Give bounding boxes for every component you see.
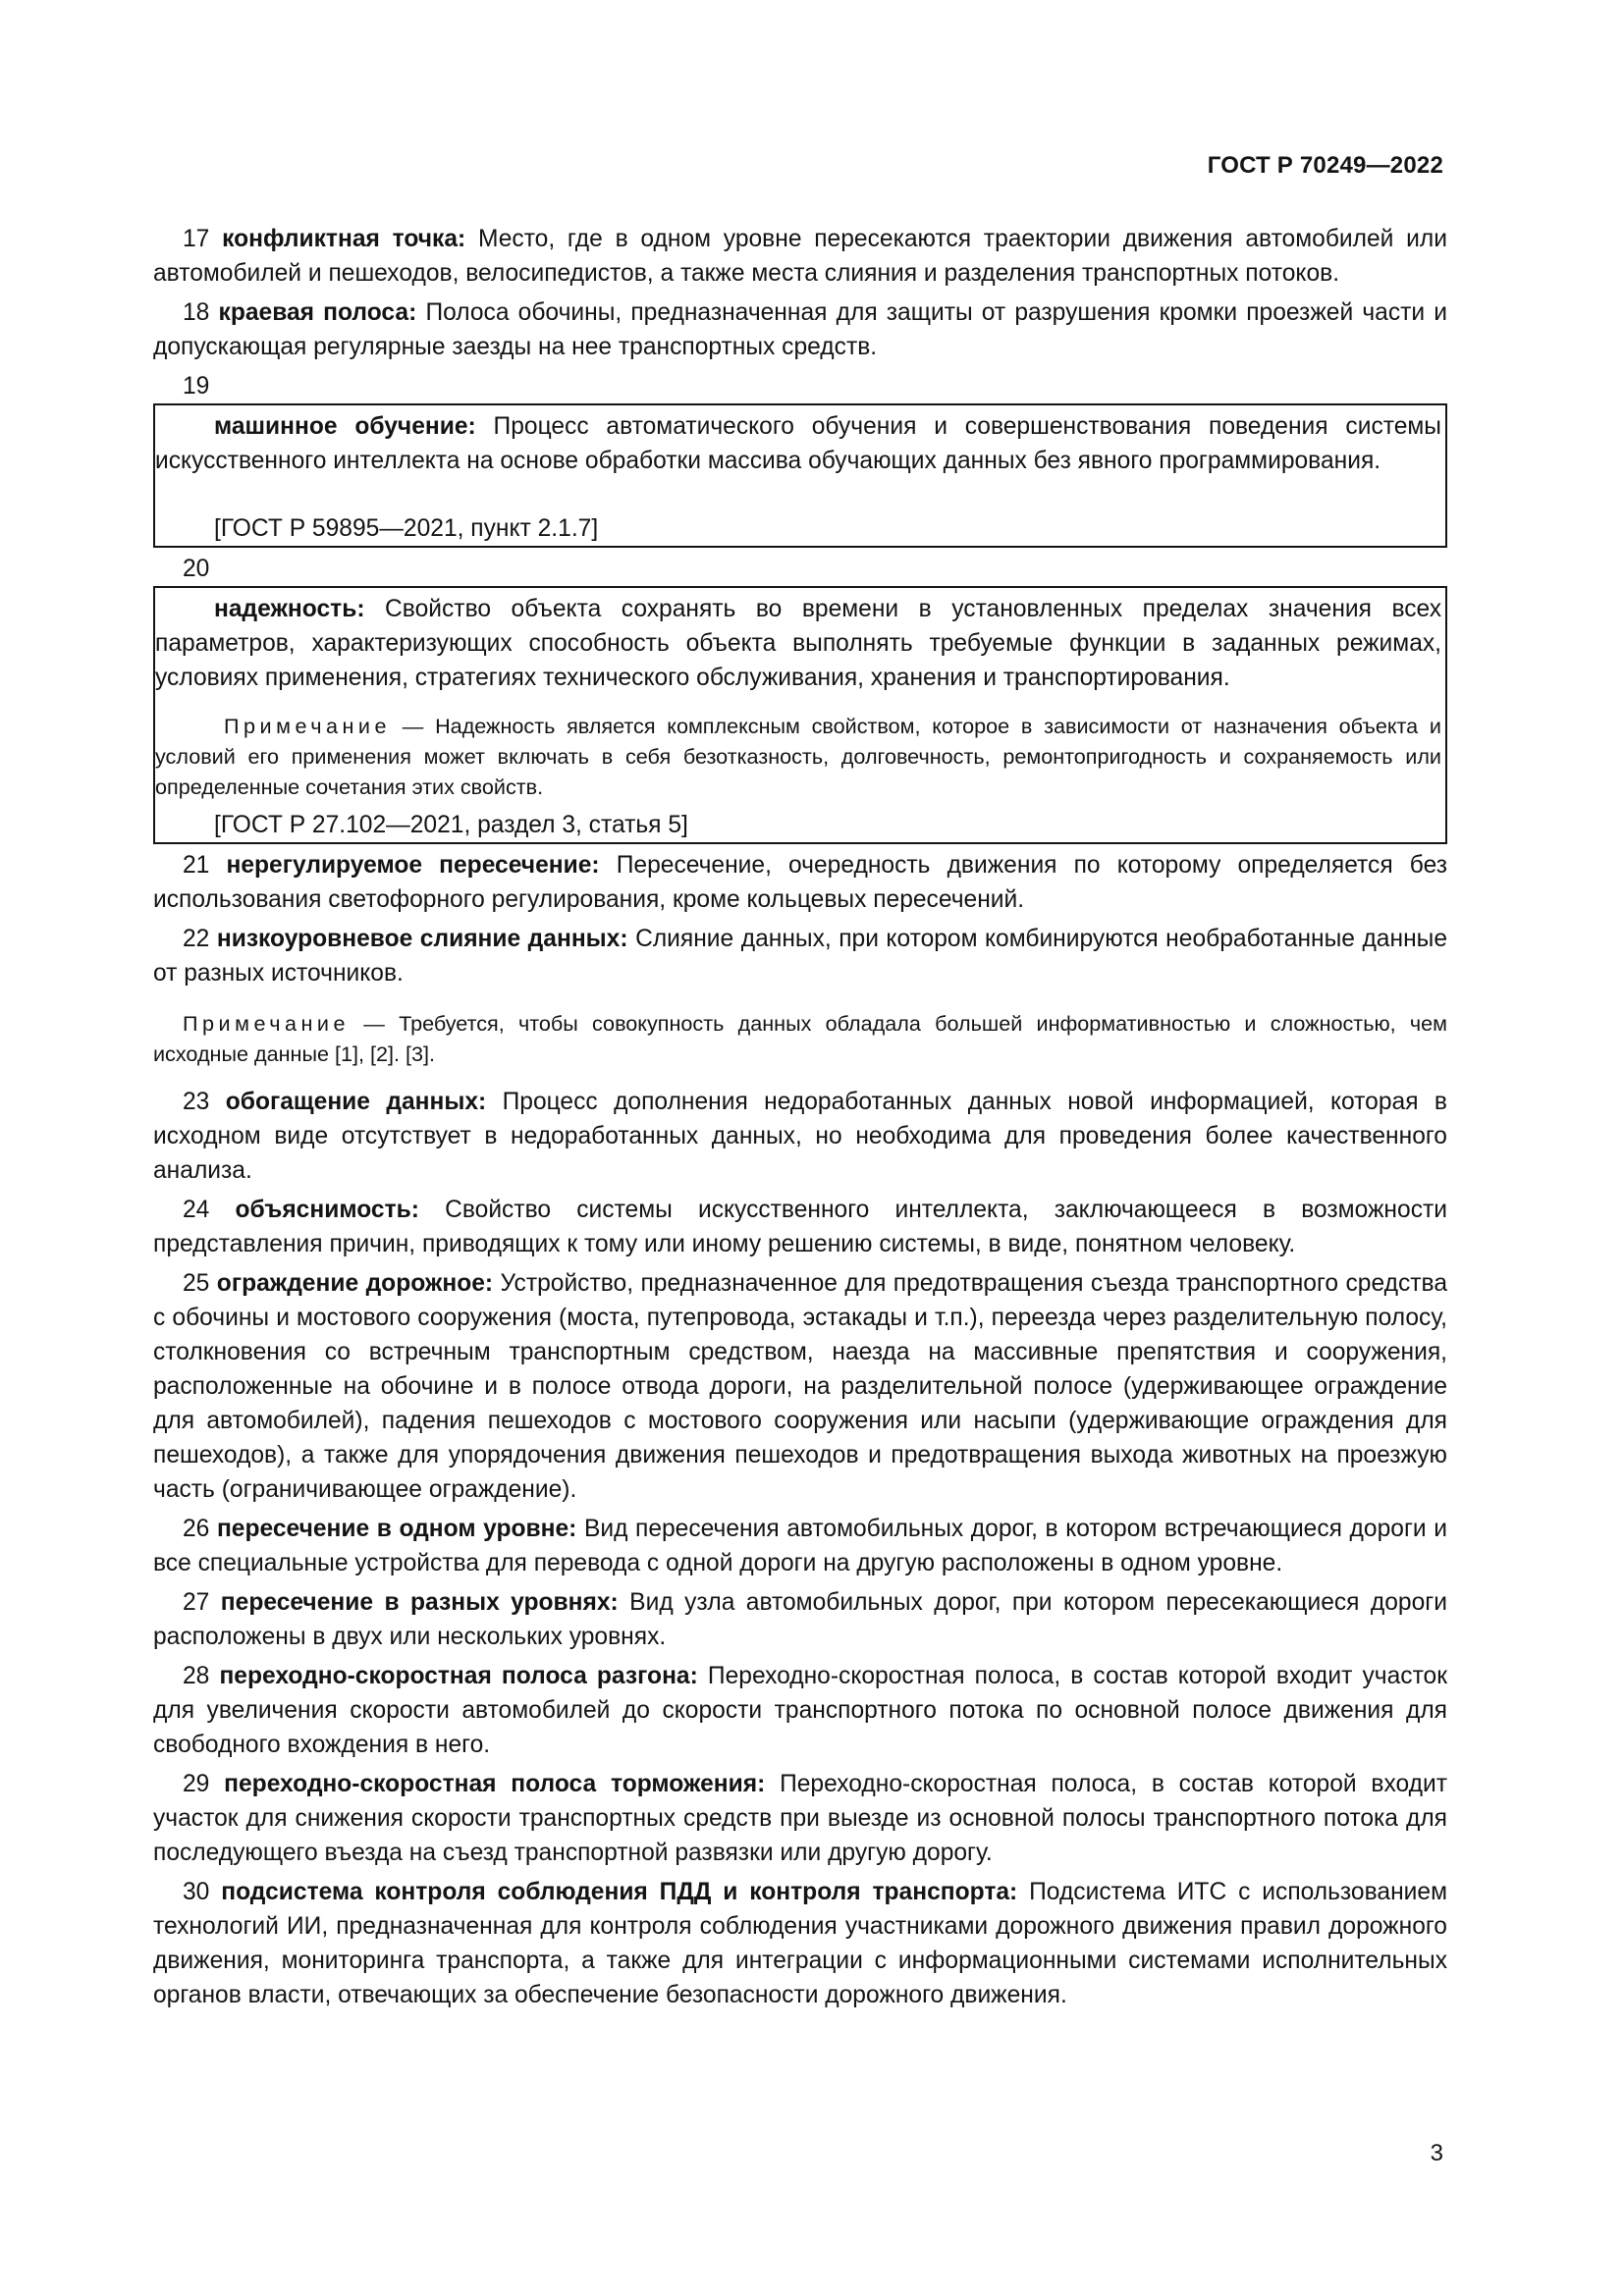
term-definition: Пересечение, очередность движения по которому определяется без использования светофорного регулирования, кроме кольцевых пересечений. — [153, 852, 1447, 913]
term-definition: Вид пересечения автомобильных дорог, в котором встречающиеся дороги и все специальные устройства для перевода с одной дороги на другую расположены в одном уровне. — [153, 1516, 1447, 1576]
term-number: 29 — [183, 1771, 210, 1797]
document-body — [153, 222, 1447, 2017]
term-entry-28 — [153, 1659, 1447, 1762]
note-label: Примечание — [183, 1011, 350, 1036]
term-number: 28 — [183, 1663, 210, 1689]
boxed-definition-text — [155, 409, 1445, 478]
page-number: 3 — [1430, 2140, 1443, 2166]
term-definition: Переходно-скоростная полоса, в состав которой входит участок для увеличения скорости автомобилей до скорости транспортного потока по основной полосе движения для свободного вхождения в него. — [153, 1663, 1447, 1758]
term-number: 17 — [183, 226, 210, 252]
term-entry-18 — [153, 295, 1447, 364]
boxed-definition-text — [155, 592, 1445, 695]
term-definition: Подсистема ИТС с использованием технологий ИИ, предназначенная для контроля соблюдения участниками дорожного движения правил дорожного движения, мониторинга транспорта, а также для интеграции с информационными системами исполнительных органов власти, отвечающих за обеспечение безопасности дорожного движения. — [153, 1879, 1447, 2008]
term-definition: Вид узла автомобильных дорог, при котором пересекающиеся дороги расположены в двух или нескольких уровнях. — [153, 1589, 1447, 1650]
boxed-definition-20 — [153, 586, 1447, 844]
term-title: пересечение в одном уровне: — [216, 1516, 577, 1542]
term-number: 30 — [183, 1879, 210, 1905]
definition-source: [ГОСТ Р 27.102—2021, раздел 3, статья 5] — [214, 812, 688, 838]
term-number: 27 — [183, 1589, 210, 1616]
term-definition: Процесс автоматического обучения и совершенствования поведения системы искусственного интеллекта на основе обработки массива обучающих данных без явного программирования. — [155, 413, 1441, 474]
term-number: 18 — [183, 299, 210, 326]
term-number: 21 — [183, 852, 210, 879]
term-entry-21 — [153, 848, 1447, 917]
term-definition: Полоса обочины, предназначенная для защиты от разрушения кромки проезжей части и допускающая регулярные заезды на нее транспортных средств. — [153, 299, 1447, 360]
term-title: объяснимость: — [235, 1197, 419, 1223]
term-number: 25 — [183, 1270, 210, 1297]
term-definition: Устройство, предназначенное для предотвращения съезда транспортного средства с обочины и мостового сооружения (моста, путепровода, эстакады и т.п.), переезда через разделительную полосу, столкновения со встречным транспортным средством, наезда на массивные препятствия и сооружения, расположенные на обочине и в полосе отвода дороги, на разделительной полосе (удерживающее ограждение для автомобилей), падения пешеходов с мостового сооружения или насыпи (удерживающие ограждения для пешеходов), а также для упорядочения движения пешеходов и предотвращения выхода животных на проезжую часть (ограничивающее ограждение). — [153, 1270, 1447, 1503]
term-entry-22 — [153, 922, 1447, 990]
term-number: 23 — [183, 1089, 210, 1115]
term-title: переходно-скоростная полоса разгона: — [219, 1663, 698, 1689]
term-definition: Свойство объекта сохранять во времени в установленных пределах значения всех параметров, характеризующих способность объекта выполнять требуемые функции в заданных режимах, условиях применения, стратегиях технического обслуживания, хранения и транспортирования. — [155, 596, 1441, 691]
term-title: подсистема контроля соблюдения ПДД и контроля транспорта: — [221, 1879, 1018, 1905]
term-definition: Процесс дополнения недоработанных данных новой информацией, которая в исходном виде отсутствует в недоработанных данных, но необходима для проведения более качественного анализа. — [153, 1089, 1447, 1184]
term-number: 26 — [183, 1516, 210, 1542]
term-definition: Слияние данных, при котором комбинируются необработанные данные от разных источников. — [153, 926, 1448, 987]
document-header-id: ГОСТ Р 70249—2022 — [1207, 152, 1443, 179]
term-title: нерегулируемое пересечение: — [226, 852, 600, 879]
term-entry-25 — [153, 1266, 1447, 1507]
term-number: 24 — [183, 1197, 210, 1223]
term-entry-30 — [153, 1875, 1447, 2012]
term-definition: Свойство системы искусственного интеллекта, заключающееся в возможности представления причин, приводящих к тому или иному решению системы, в виде, понятном человеку. — [153, 1197, 1447, 1257]
term-title: машинное обучение: — [214, 413, 476, 440]
term-entry-24 — [153, 1193, 1447, 1261]
term-title: пересечение в разных уровнях: — [220, 1589, 619, 1616]
note-text: — Требуется, чтобы совокупность данных обладала большей информативностью и сложностью, чем исходные данные [1], [2]. [3]. — [153, 1011, 1447, 1066]
term-entry-17 — [153, 222, 1447, 291]
term-title: надежность: — [214, 596, 365, 622]
term-title: обогащение данных: — [225, 1089, 487, 1115]
term-entry-23 — [153, 1085, 1447, 1188]
boxed-definition-19 — [153, 403, 1447, 548]
term-entry-26 — [153, 1512, 1447, 1580]
term-entry-29 — [153, 1767, 1447, 1870]
term-title: ограждение дорожное: — [216, 1270, 494, 1297]
term-definition: Переходно-скоростная полоса, в состав которой входит участок для снижения скорости транспортных средств при выезде из основной полосы транспортного потока для последующего въезда на съезд транспортной развязки или другую дорогу. — [153, 1771, 1448, 1866]
term-title: переходно-скоростная полоса торможения: — [224, 1771, 766, 1797]
term-number-19: 19 — [183, 373, 210, 400]
note-text: — Надежность является комплексным свойством, которое в зависимости от назначения объекта и условий его применения может включать в себя безотказность, долговечность, ремонтопригодность и сохраняемость или определенные сочетания этих свойств. — [155, 714, 1441, 799]
note-label: Примечание — [224, 714, 391, 738]
definition-source: [ГОСТ Р 59895—2021, пункт 2.1.7] — [214, 515, 599, 542]
term-number-20: 20 — [183, 556, 210, 582]
term-definition: Место, где в одном уровне пересекаются траектории движения автомобилей или автомобилей и пешеходов, велосипедистов, а также места слияния и разделения транспортных потоков. — [153, 226, 1447, 287]
term-number: 22 — [183, 926, 210, 952]
term-note-22 — [153, 1008, 1447, 1069]
term-entry-27 — [153, 1585, 1447, 1654]
term-title: краевая полоса: — [218, 299, 417, 326]
definition-note — [155, 711, 1445, 802]
term-title: конфликтная точка: — [222, 226, 466, 252]
term-title: низкоуровневое слияние данных: — [216, 926, 628, 952]
